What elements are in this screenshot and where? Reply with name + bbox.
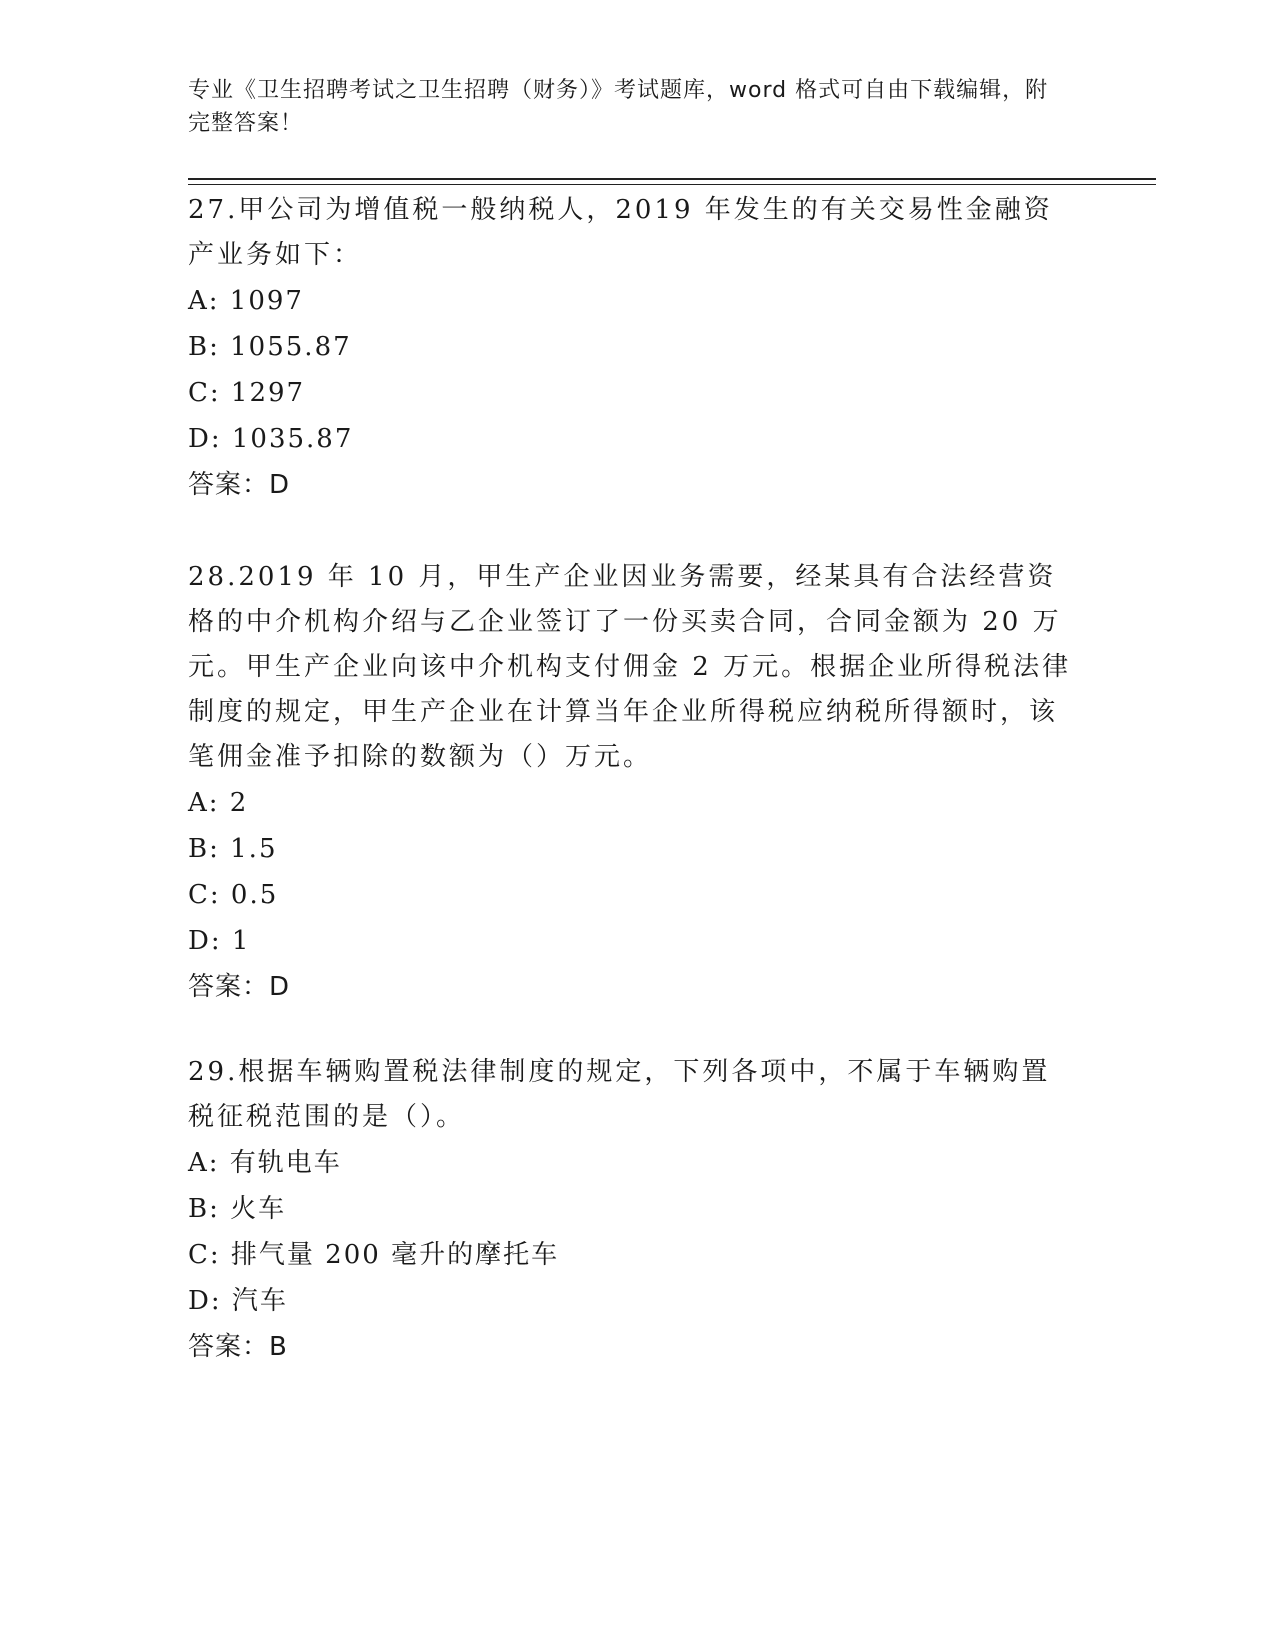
question-27 <box>188 188 1078 508</box>
option-a: A: 有轨电车 <box>188 1148 342 1178</box>
option-a: A: 1097 <box>188 286 304 316</box>
option-b: B: 1055.87 <box>188 332 352 362</box>
option-d: D: 1035.87 <box>188 424 354 454</box>
question-29 <box>188 1050 1078 1370</box>
option-d: D: 汽车 <box>188 1286 288 1316</box>
option-d: D: 1 <box>188 926 251 956</box>
option-a: A: 2 <box>188 788 249 818</box>
option-b: B: 1.5 <box>188 834 278 864</box>
option-b: B: 火车 <box>188 1194 287 1224</box>
answer-line: 答案：B <box>188 1332 288 1362</box>
question-stem: 27.甲公司为增值税一般纳税人，2019 年发生的有关交易性金融资产业务如下： <box>188 195 1053 270</box>
question-28 <box>188 555 1078 1010</box>
question-stem: 28.2019 年 10 月，甲生产企业因业务需要，经某具有合法经营资格的中介机构介绍与乙企业签订了一份买卖合同，合同金额为 20 万元。甲生产企业向该中介机构支付佣金 2 万元。根据企业所得税法律制度的规定，甲生产企业在计算当年企业所得税应纳税所得额时，该笔佣金准予扣除的数额为（）万元。 <box>188 562 1072 772</box>
answer-line: 答案：D <box>188 972 291 1002</box>
option-c: C: 0.5 <box>188 880 279 910</box>
question-stem: 29.根据车辆购置税法律制度的规定，下列各项中，不属于车辆购置税征税范围的是（）。 <box>188 1057 1051 1132</box>
document-header: 专业《卫生招聘考试之卫生招聘（财务）》考试题库，word 格式可自由下载编辑，附完整答案！ <box>188 78 1049 136</box>
answer-line: 答案：D <box>188 470 291 500</box>
option-c: C: 排气量 200 毫升的摩托车 <box>188 1240 560 1270</box>
header-divider-thin <box>188 184 1156 185</box>
header-divider-thick <box>188 178 1156 180</box>
option-c: C: 1297 <box>188 378 306 408</box>
